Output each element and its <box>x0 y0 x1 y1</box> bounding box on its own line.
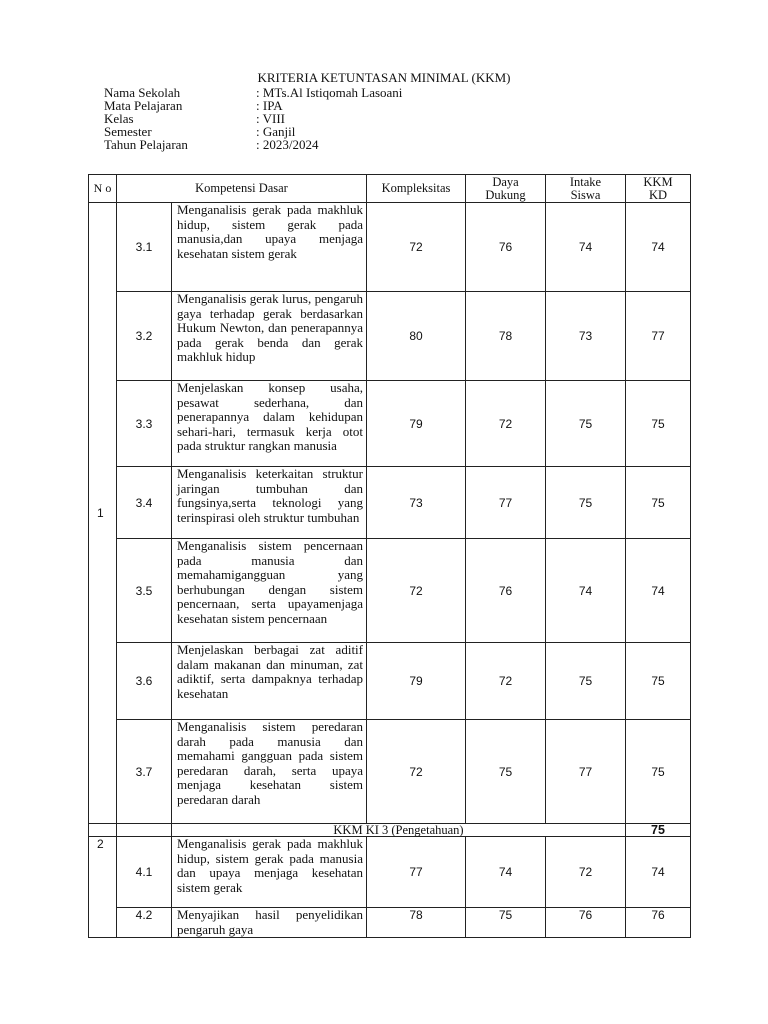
kkm-kd-value: 74 <box>626 539 691 643</box>
summary-row <box>89 824 691 837</box>
info-label: Mata Pelajaran <box>104 98 183 113</box>
table-row <box>89 467 691 539</box>
kd-code: 3.1 <box>117 203 172 292</box>
intake-value: 74 <box>546 539 626 643</box>
kkm-kd-value: 77 <box>626 292 691 381</box>
intake-value: 75 <box>546 643 626 720</box>
kd-description: Menganalisis gerak lurus, pengaruh gaya terhadap gerak berdasarkan Hukum Newton, dan penerapannya pada gerak benda dan gerak makhluk hidup <box>172 292 367 381</box>
kd-description: Menganalisis sistem peredaran darah pada manusia dan memahami gangguan pada sistem peredaran darah, serta upaya menjaga kesehatan sistem peredaran darah <box>172 720 367 824</box>
daya-dukung-value: 72 <box>466 643 546 720</box>
daya-dukung-value: 74 <box>466 837 546 908</box>
kkm-kd-value: 75 <box>626 643 691 720</box>
header-kompleksitas: Kompleksitas <box>367 175 466 203</box>
kd-description: Menjelaskan konsep usaha, pesawat sederhana, dan penerapannya dalam kehidupan sehari-hari, termasuk kerja otot pada struktur rangkan manusia <box>172 381 367 467</box>
kd-code: 4.2 <box>117 908 172 938</box>
daya-dukung-value: 78 <box>466 292 546 381</box>
table-row <box>89 720 691 824</box>
kd-code: 3.5 <box>117 539 172 643</box>
info-value: : IPA <box>256 98 283 113</box>
kd-description: Menganalisis sistem pencernaan pada manusia dan memahamigangguan yang berhubungan dengan sistem pencernaan, serta upayamenjaga kesehatan sistem pencernaan <box>172 539 367 643</box>
intake-value: 76 <box>546 908 626 938</box>
info-value: : Ganjil <box>256 124 296 139</box>
table-row <box>89 381 691 467</box>
daya-dukung-value: 76 <box>466 539 546 643</box>
kd-code: 3.7 <box>117 720 172 824</box>
kd-code: 4.1 <box>117 837 172 908</box>
intake-value: 77 <box>546 720 626 824</box>
header-no: N o <box>89 175 117 203</box>
kompleksitas-value: 79 <box>367 381 466 467</box>
table-row <box>89 908 691 938</box>
daya-dukung-value: 75 <box>466 908 546 938</box>
kompleksitas-value: 79 <box>367 643 466 720</box>
intake-value: 74 <box>546 203 626 292</box>
table-row <box>89 292 691 381</box>
header-daya-dukung: Daya Dukung <box>466 175 546 203</box>
info-value: : 2023/2024 <box>256 137 319 152</box>
intake-value: 73 <box>546 292 626 381</box>
header-kkm-kd: KKM KD <box>626 175 691 203</box>
kompleksitas-value: 72 <box>367 203 466 292</box>
kkm-kd-value: 75 <box>626 381 691 467</box>
kkm-kd-value: 74 <box>626 837 691 908</box>
group-number: 1 <box>89 203 117 824</box>
kd-code: 3.4 <box>117 467 172 539</box>
table-row <box>89 203 691 292</box>
info-value: : VIII <box>256 111 286 126</box>
daya-dukung-value: 75 <box>466 720 546 824</box>
table-row <box>89 539 691 643</box>
intake-value: 75 <box>546 381 626 467</box>
table-header-row <box>89 175 691 203</box>
intake-value: 72 <box>546 837 626 908</box>
kd-description: Menganalisis keterkaitan struktur jaringan tumbuhan dan fungsinya,serta teknologi yang terinspirasi oleh struktur tumbuhan <box>172 467 367 539</box>
summary-empty-cell <box>117 824 172 837</box>
kkm-kd-value: 76 <box>626 908 691 938</box>
kd-code: 3.6 <box>117 643 172 720</box>
school-info <box>104 86 402 151</box>
daya-dukung-value: 77 <box>466 467 546 539</box>
kd-description: Menyajikan hasil penyelidikan pengaruh gaya <box>172 908 367 938</box>
group-number: 2 <box>89 837 117 938</box>
kd-description: Menganalisis gerak pada makhluk hidup, sistem gerak pada manusia,dan upaya menjaga kesehatan sistem gerak <box>172 203 367 292</box>
table-row <box>89 643 691 720</box>
kd-description: Menganalisis gerak pada makhluk hidup, sistem gerak pada manusia dan upaya menjaga kesehatan sistem gerak <box>172 837 367 908</box>
kkm-kd-value: 75 <box>626 720 691 824</box>
kompleksitas-value: 77 <box>367 837 466 908</box>
kompleksitas-value: 78 <box>367 908 466 938</box>
kd-code: 3.2 <box>117 292 172 381</box>
summary-label: KKM KI 3 (Pengetahuan) <box>172 824 626 837</box>
summary-empty-cell <box>89 824 117 837</box>
info-label: Kelas <box>104 111 134 126</box>
kkm-kd-value: 74 <box>626 203 691 292</box>
header-intake-siswa: Intake Siswa <box>546 175 626 203</box>
daya-dukung-value: 72 <box>466 381 546 467</box>
info-value: : MTs.Al Istiqomah Lasoani <box>256 85 403 100</box>
table-row <box>89 837 691 908</box>
daya-dukung-value: 76 <box>466 203 546 292</box>
intake-value: 75 <box>546 467 626 539</box>
kd-code: 3.3 <box>117 381 172 467</box>
kkm-table <box>88 174 691 938</box>
kkm-kd-value: 75 <box>626 467 691 539</box>
kompleksitas-value: 80 <box>367 292 466 381</box>
kompleksitas-value: 72 <box>367 720 466 824</box>
info-label: Semester <box>104 124 152 139</box>
header-kompetensi-dasar: Kompetensi Dasar <box>117 175 367 203</box>
info-row-subject <box>104 99 402 112</box>
info-label: Nama Sekolah <box>104 85 181 100</box>
info-label: Tahun Pelajaran <box>104 137 188 152</box>
summary-value: 75 <box>626 824 691 837</box>
document-title: KRITERIA KETUNTASAN MINIMAL (KKM) <box>257 70 511 85</box>
kd-description: Menjelaskan berbagai zat aditif dalam makanan dan minuman, zat adiktif, serta dampaknya terhadap kesehatan <box>172 643 367 720</box>
kompleksitas-value: 72 <box>367 539 466 643</box>
kompleksitas-value: 73 <box>367 467 466 539</box>
info-row-year <box>104 138 402 151</box>
